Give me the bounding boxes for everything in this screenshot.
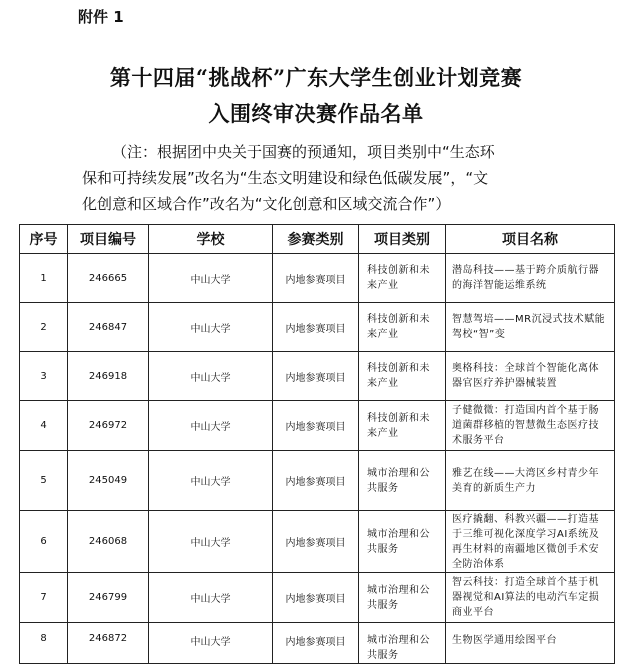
- cell-code: 246799: [68, 573, 149, 623]
- cell-entry-type: 内地参赛项目: [273, 451, 359, 511]
- cell-school: 中山大学: [149, 303, 273, 352]
- cell-code: 246972: [68, 401, 149, 451]
- cell-code: 246068: [68, 511, 149, 573]
- cell-project-category: 科技创新和未来产业: [359, 352, 446, 401]
- table-row: [20, 623, 615, 664]
- cell-code: 246872: [68, 623, 149, 664]
- cell-code: 246918: [68, 352, 149, 401]
- cell-seq: 4: [20, 401, 68, 451]
- table-row: [20, 303, 615, 352]
- cell-school: 中山大学: [149, 623, 273, 664]
- note-line2: 保和可持续发展”改名为“生态文明建设和绿色低碳发展”，“文: [82, 169, 489, 187]
- header-project-category: 项目类别: [359, 225, 446, 254]
- note-line3: 化创意和区域合作”改名为“文化创意和区域交流合作”）: [82, 195, 451, 213]
- table-row: [20, 401, 615, 451]
- cell-project-name: 奥格科技：全球首个智能化离体器官医疗养护器械装置: [446, 352, 615, 401]
- cell-seq: 8: [20, 623, 68, 664]
- cell-project-name: 生物医学通用绘图平台: [446, 623, 615, 664]
- table-row: [20, 573, 615, 623]
- table-row: [20, 451, 615, 511]
- cell-entry-type: 内地参赛项目: [273, 401, 359, 451]
- cell-seq: 1: [20, 254, 68, 303]
- cell-code: 246847: [68, 303, 149, 352]
- document-title-line1: 第十四届“挑战杯”广东大学生创业计划竞赛: [109, 65, 523, 90]
- header-project-name: 项目名称: [446, 225, 615, 254]
- cell-project-category: 科技创新和未来产业: [359, 303, 446, 352]
- cell-school: 中山大学: [149, 573, 273, 623]
- cell-entry-type: 内地参赛项目: [273, 303, 359, 352]
- cell-entry-type: 内地参赛项目: [273, 254, 359, 303]
- cell-entry-type: 内地参赛项目: [273, 352, 359, 401]
- cell-project-category: 城市治理和公共服务: [359, 451, 446, 511]
- cell-school: 中山大学: [149, 254, 273, 303]
- cell-entry-type: 内地参赛项目: [273, 511, 359, 573]
- header-school: 学校: [149, 225, 273, 254]
- cell-school: 中山大学: [149, 511, 273, 573]
- cell-seq: 6: [20, 511, 68, 573]
- cell-seq: 3: [20, 352, 68, 401]
- table-header-row: [20, 225, 615, 254]
- header-entry-type: 参赛类别: [273, 225, 359, 254]
- cell-seq: 2: [20, 303, 68, 352]
- header-code: 项目编号: [68, 225, 149, 254]
- cell-entry-type: 内地参赛项目: [273, 623, 359, 664]
- cell-seq: 7: [20, 573, 68, 623]
- cell-project-category: 城市治理和公共服务: [359, 511, 446, 573]
- table-row: [20, 352, 615, 401]
- cell-project-category: 科技创新和未来产业: [359, 401, 446, 451]
- cell-project-name: 智慧驾培——MR沉浸式技术赋能驾校“智”变: [446, 303, 615, 352]
- cell-project-name: 潜岛科技——基于跨介质航行器的海洋智能运维系统: [446, 254, 615, 303]
- cell-code: 245049: [68, 451, 149, 511]
- note-line1: （注：根据团中央关于国赛的预通知，项目类别中“生态环: [112, 143, 495, 161]
- cell-project-category: 城市治理和公共服务: [359, 623, 446, 664]
- cell-project-name: 智云科技：打造全球首个基于机器视觉和AI算法的电动汽车定损商业平台: [446, 573, 615, 623]
- cell-project-name: 医疗撬翻、科教兴疆——打造基于三维可视化深度学习AI系统及再生材料的南疆地区微创手术安全防治体系: [446, 511, 615, 573]
- cell-project-category: 科技创新和未来产业: [359, 254, 446, 303]
- cell-project-category: 城市治理和公共服务: [359, 573, 446, 623]
- cell-project-name: 雅艺在线——大湾区乡村青少年美育的新质生产力: [446, 451, 615, 511]
- cell-code: 246665: [68, 254, 149, 303]
- cell-school: 中山大学: [149, 451, 273, 511]
- header-seq: 序号: [20, 225, 68, 254]
- document-title-line2: 入围终审决赛作品名单: [208, 101, 424, 126]
- cell-school: 中山大学: [149, 352, 273, 401]
- cell-project-name: 子健微微：打造国内首个基于肠道菌群移植的智慧微生态医疗技术服务平台: [446, 401, 615, 451]
- attachment-label: 附件 1: [78, 8, 124, 26]
- cell-school: 中山大学: [149, 401, 273, 451]
- table-row: [20, 511, 615, 573]
- cell-entry-type: 内地参赛项目: [273, 573, 359, 623]
- table-row: [20, 254, 615, 303]
- finalist-table: [19, 224, 615, 664]
- cell-seq: 5: [20, 451, 68, 511]
